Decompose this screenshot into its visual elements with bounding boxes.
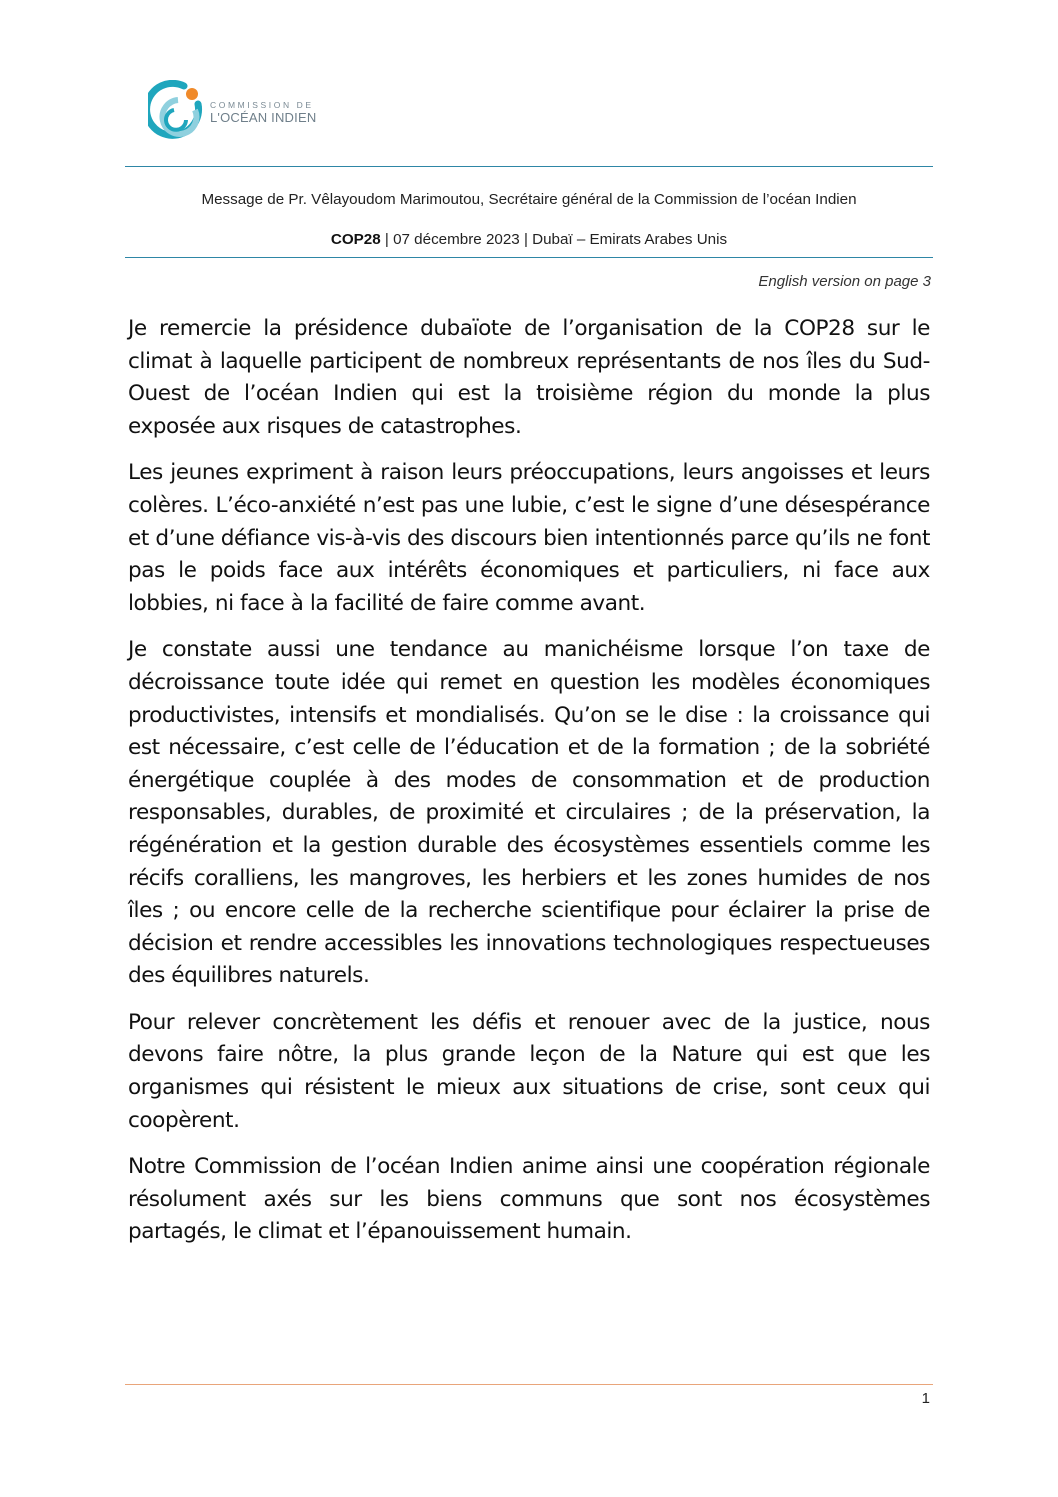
logo-line-1: COMMISSION DE xyxy=(210,100,314,110)
event-name: COP28 xyxy=(330,231,381,248)
event-line xyxy=(125,231,933,248)
paragraph: Notre Commission de l’océan Indien anime ainsi une coopération régionale résolument axés sur les biens communs que sont nos écosystèmes partagés, le climat et l’épanouissement humain. xyxy=(128,1154,930,1245)
paragraph: Les jeunes expriment à raison leurs préoccupations, leurs angoisses et leurs colères. L’éco-anxiété n’est pas une lubie, c’est le signe d’une désespérance et d’une défiance vis-à-vis des discours bien intentionnés parce qu’ils ne font pas le poids face aux intérêts économiques et particuliers, ni face aux lobbies, ni face à la facilité de faire comme avant. xyxy=(128,460,930,616)
logo-wordmark xyxy=(210,100,316,125)
english-version-note: English version on page 3 xyxy=(758,273,931,290)
coi-logo xyxy=(148,80,338,146)
footer-rule xyxy=(125,1384,933,1385)
message-title: Message de Pr. Vêlayoudom Marimoutou, Secrétaire général de la Commission de l’océan Indien xyxy=(201,191,857,208)
coi-logo-icon xyxy=(148,80,206,142)
header-top-rule xyxy=(125,166,933,167)
paragraph: Je remercie la présidence dubaïote de l’organisation de la COP28 sur le climat à laquelle participent de nombreux représentants de nos îles du Sud-Ouest de l’océan Indien qui est la troisième région du monde la plus exposée aux risques de catastrophes. xyxy=(128,316,930,439)
logo-line-2: L'OCÉAN INDIEN xyxy=(210,110,317,125)
document-body xyxy=(128,313,930,1263)
header-bottom-rule xyxy=(125,257,933,258)
event-details: | 07 décembre 2023 | Dubaï – Emirats Arabes Unis xyxy=(380,231,728,248)
paragraph: Pour relever concrètement les défis et renouer avec de la justice, nous devons faire nôtre, la plus grande leçon de la Nature qui est que les organismes qui résistent le mieux aux situations de crise, sont ceux qui coopèrent. xyxy=(128,1009,930,1133)
page-number: 1 xyxy=(921,1390,930,1407)
paragraph: Je constate aussi une tendance au manichéisme lorsque l’on taxe de décroissance toute idée qui remet en question les modèles économiques productivistes, intensifs et mondialisés. Qu’on se le dise : la croissance qui est nécessaire, c’est celle de l’éducation et de la formation ; de la sobriété énergétique couplée à des modes de consommation et de production responsables, durables, de proximité et circulaires ; de la préservation, la régénération et la gestion durable des écosystèmes essentiels comme les récifs coralliens, les mangroves, les herbiers et les zones humides de nos îles ; ou encore celle de la recherche scientifique pour éclairer la prise de décision et rendre accessibles les innovations technologiques respectueuses des équilibres naturels. xyxy=(128,637,930,989)
